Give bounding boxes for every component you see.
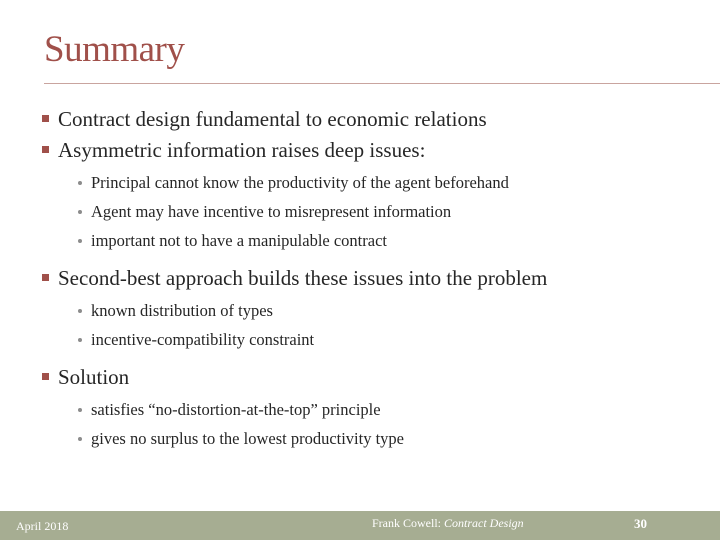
footer-bar: [0, 511, 720, 540]
sub-bullet-text: Agent may have incentive to misrepresent information: [91, 202, 452, 221]
dot-bullet-icon: [78, 181, 82, 185]
sub-bullet-text: incentive-compatibility constraint: [91, 330, 315, 349]
dot-bullet-icon: [78, 210, 82, 214]
sub-bullet-text: known distribution of types: [91, 301, 273, 320]
bullet-item: [42, 263, 702, 354]
bullet-text: Second-best approach builds these issues into the problem: [58, 266, 548, 290]
dot-bullet-icon: [78, 239, 82, 243]
bullet-text: Contract design fundamental to economic relations: [58, 107, 487, 131]
footer-date: April 2018: [16, 519, 69, 533]
square-bullet-icon: [42, 274, 49, 281]
bullet-text: Asymmetric information raises deep issues:: [58, 138, 426, 162]
dot-bullet-icon: [78, 437, 82, 441]
bullet-item: [42, 104, 702, 135]
sub-bullet-item: [78, 197, 702, 226]
bullet-item: [42, 362, 702, 453]
slide-title: Summary: [44, 29, 185, 70]
sub-bullet-item: [78, 296, 702, 325]
sub-bullet-item: [78, 325, 702, 354]
sub-bullet-list: [58, 296, 702, 354]
sub-bullet-text: Principal cannot know the productivity of the agent beforehand: [91, 173, 509, 192]
sub-bullet-item: [78, 395, 702, 424]
sub-bullet-list: [58, 168, 702, 255]
bullet-list: [42, 104, 702, 461]
dot-bullet-icon: [78, 338, 82, 342]
bullet-text: Solution: [58, 365, 130, 389]
sub-bullet-text: satisfies “no-distortion-at-the-top” principle: [91, 400, 381, 419]
square-bullet-icon: [42, 146, 49, 153]
sub-bullet-text: gives no surplus to the lowest productivity type: [91, 429, 405, 448]
footer-course: Contract Design: [444, 516, 524, 530]
sub-bullet-text: important not to have a manipulable contract: [91, 231, 387, 250]
square-bullet-icon: [42, 115, 49, 122]
dot-bullet-icon: [78, 408, 82, 412]
footer-author: Frank Cowell:: [372, 516, 444, 530]
square-bullet-icon: [42, 373, 49, 380]
title-divider: [44, 83, 720, 84]
sub-bullet-item: [78, 168, 702, 197]
sub-bullet-item: [78, 424, 702, 453]
bullet-item: [42, 135, 702, 255]
footer-credit: [372, 516, 524, 531]
sub-bullet-list: [58, 395, 702, 453]
dot-bullet-icon: [78, 309, 82, 313]
sub-bullet-item: [78, 226, 702, 255]
page-number: 30: [634, 516, 647, 531]
